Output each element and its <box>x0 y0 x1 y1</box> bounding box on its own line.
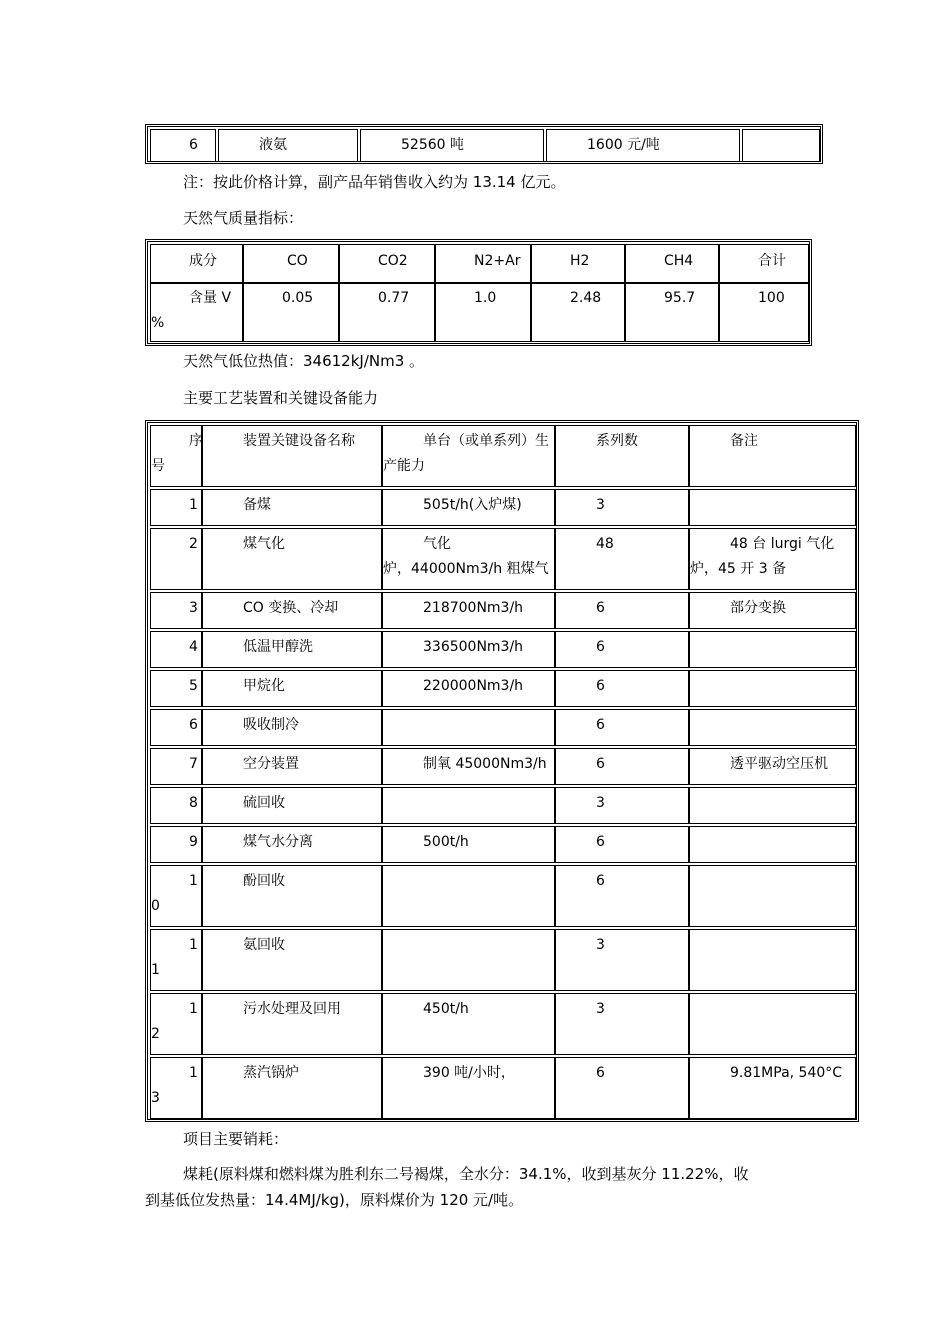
byproduct-amount: 52560 吨 <box>401 137 464 153</box>
gas-value-ch4: 95.7 <box>664 290 696 306</box>
equip-cell-name <box>202 489 382 526</box>
equip-row-no: 1 <box>189 873 198 889</box>
equip-row-no: 3 <box>189 600 198 616</box>
gas-value-cell <box>625 283 719 342</box>
equip-row-no-2: 3 <box>151 1090 160 1106</box>
equip-row-no: 6 <box>189 717 198 733</box>
gas-header-component: 成分 <box>189 253 217 269</box>
equip-row-no: 1 <box>189 497 198 513</box>
equip-cell-remark <box>689 865 856 927</box>
gas-value-total: 100 <box>758 290 785 306</box>
equip-cell-no <box>150 592 202 629</box>
equip-row-no: 9 <box>189 834 198 850</box>
equip-row-series: 6 <box>596 834 605 850</box>
equip-row-name: 甲烷化 <box>243 678 285 694</box>
gas-header-co2: CO2 <box>378 253 408 269</box>
equip-cell-name <box>202 748 382 785</box>
equip-cell-remark <box>689 1057 856 1119</box>
equip-cell-name <box>202 528 382 590</box>
equip-cell-name <box>202 993 382 1055</box>
equip-cell-name <box>202 865 382 927</box>
equip-cell-name <box>202 709 382 746</box>
coal-text-line-1: 煤耗(原料煤和燃料煤为胜利东二号褐煤，全水分：34.1%，收到基灰分 11.22%，收 <box>183 1165 749 1183</box>
byproduct-cell-price <box>546 129 740 162</box>
equip-row-remark: 9.81MPa, 540°C <box>730 1065 843 1081</box>
gas-value-co2: 0.77 <box>378 290 410 306</box>
coal-text-line-2: 到基低位发热量：14.4MJ/kg)，原料煤价为 120 元/吨。 <box>145 1191 524 1209</box>
equip-cell-name <box>202 826 382 863</box>
note-text: 注：按此价格计算，副产品年销售收入约为 13.14 亿元。 <box>183 173 566 191</box>
equip-row-series: 6 <box>596 717 605 733</box>
equip-row-no: 4 <box>189 639 198 655</box>
equip-header-cell <box>689 425 856 487</box>
equip-cell-cap <box>382 489 555 526</box>
equip-row-name: 煤气水分离 <box>243 834 313 850</box>
equip-row-series: 6 <box>596 756 605 772</box>
equip-row-capacity: 制氧 45000Nm3/h <box>423 756 547 772</box>
equip-cell-series <box>555 865 689 927</box>
gas-header-cell <box>150 244 243 283</box>
equip-row-series: 3 <box>596 1001 605 1017</box>
equip-cell-series <box>555 993 689 1055</box>
equip-cell-cap <box>382 826 555 863</box>
equip-row-name: 备煤 <box>243 497 271 513</box>
equip-cell-cap <box>382 865 555 927</box>
equip-row-capacity: 218700Nm3/h <box>423 600 524 616</box>
gas-quality-title: 天然气质量指标： <box>183 209 304 227</box>
equip-row-name: 氨回收 <box>243 937 285 953</box>
equip-header-capacity: 单台（或单系列）生 <box>423 433 549 449</box>
equipment-title: 主要工艺装置和关键设备能力 <box>183 389 379 407</box>
equip-row-capacity: 500t/h <box>423 834 469 850</box>
equip-row-no: 7 <box>189 756 198 772</box>
gas-quality-table <box>145 239 812 346</box>
equip-cell-series <box>555 631 689 668</box>
equip-row-name: 煤气化 <box>243 536 285 552</box>
equip-row-series: 48 <box>596 536 614 552</box>
equip-cell-cap <box>382 631 555 668</box>
equip-cell-no <box>150 709 202 746</box>
equip-cell-series <box>555 528 689 590</box>
equip-header-cell <box>150 425 202 487</box>
equip-cell-name <box>202 592 382 629</box>
equip-header-cell <box>382 425 555 487</box>
gas-value-cell <box>435 283 531 342</box>
gas-header-total: 合计 <box>758 253 786 269</box>
equip-cell-no <box>150 631 202 668</box>
equip-row-no: 1 <box>189 1001 198 1017</box>
equip-cell-remark <box>689 826 856 863</box>
equip-cell-remark <box>689 748 856 785</box>
equip-row-remark-2: 炉，45 开 3 备 <box>690 561 787 577</box>
equip-cell-cap <box>382 670 555 707</box>
equip-row-no: 5 <box>189 678 198 694</box>
equipment-table <box>145 420 859 1122</box>
byproduct-cell-name <box>218 129 358 162</box>
equip-row-capacity: 336500Nm3/h <box>423 639 524 655</box>
gas-value-cell <box>531 283 625 342</box>
gas-value-cell <box>150 283 243 342</box>
equip-cell-no <box>150 993 202 1055</box>
equip-row-name: 蒸汽锅炉 <box>243 1065 299 1081</box>
equip-row-name: 污水处理及回用 <box>243 1001 341 1017</box>
equip-cell-remark <box>689 631 856 668</box>
byproduct-cell-amount <box>360 129 544 162</box>
gas-header-h2: H2 <box>570 253 590 269</box>
byproduct-no: 6 <box>189 137 198 153</box>
equip-cell-remark <box>689 993 856 1055</box>
equip-cell-name <box>202 670 382 707</box>
equip-cell-name <box>202 1057 382 1119</box>
equip-header-capacity-2: 产能力 <box>383 458 425 474</box>
gas-value-cell <box>339 283 435 342</box>
gas-header-cell <box>339 244 435 283</box>
gas-row-label: 含量 V <box>189 290 232 306</box>
equip-cell-cap <box>382 787 555 824</box>
equip-cell-series <box>555 826 689 863</box>
equip-cell-cap <box>382 929 555 991</box>
equip-cell-no <box>150 528 202 590</box>
equip-cell-series <box>555 489 689 526</box>
gas-header-cell <box>531 244 625 283</box>
equip-cell-cap <box>382 709 555 746</box>
equip-row-remark: 部分变换 <box>730 600 786 616</box>
equip-cell-name <box>202 631 382 668</box>
equip-cell-remark <box>689 528 856 590</box>
equip-row-no: 1 <box>189 937 198 953</box>
equip-header-series: 系列数 <box>596 433 638 449</box>
equip-row-name: 吸收制冷 <box>243 717 299 733</box>
equip-row-series: 6 <box>596 1065 605 1081</box>
equip-header-name: 装置关键设备名称 <box>243 433 355 449</box>
equip-cell-no <box>150 670 202 707</box>
equip-cell-remark <box>689 929 856 991</box>
equip-cell-series <box>555 787 689 824</box>
equip-cell-cap <box>382 592 555 629</box>
equip-row-no-2: 1 <box>151 962 160 978</box>
gas-header-n2ar: N2+Ar <box>474 253 521 269</box>
byproduct-cell-no <box>150 129 216 162</box>
gas-value-cell <box>243 283 339 342</box>
equip-cell-series <box>555 670 689 707</box>
byproduct-cell-remark <box>742 129 820 162</box>
equip-cell-cap <box>382 993 555 1055</box>
equip-cell-series <box>555 592 689 629</box>
equip-cell-no <box>150 929 202 991</box>
gas-value-cell <box>719 283 809 342</box>
gas-header-cell <box>243 244 339 283</box>
equip-row-no: 1 <box>189 1065 198 1081</box>
equip-cell-no <box>150 748 202 785</box>
equip-row-name: 空分装置 <box>243 756 299 772</box>
byproduct-name: 液氨 <box>259 137 287 153</box>
equip-header-remark: 备注 <box>730 433 758 449</box>
equip-row-no: 8 <box>189 795 198 811</box>
equip-row-no: 2 <box>189 536 198 552</box>
equip-row-no-2: 0 <box>151 898 160 914</box>
gas-header-cell <box>625 244 719 283</box>
equip-cell-remark <box>689 489 856 526</box>
equip-row-series: 6 <box>596 678 605 694</box>
equip-header-cell <box>555 425 689 487</box>
equip-cell-series <box>555 748 689 785</box>
equip-header-no-2: 号 <box>151 458 165 474</box>
heat-value-text: 天然气低位热值：34612kJ/Nm3 。 <box>183 352 425 370</box>
gas-header-cell <box>435 244 531 283</box>
equip-row-capacity: 气化 <box>423 536 451 552</box>
equip-row-series: 6 <box>596 873 605 889</box>
equip-row-series: 6 <box>596 600 605 616</box>
gas-value-co: 0.05 <box>282 290 314 306</box>
equip-row-series: 3 <box>596 497 605 513</box>
equip-cell-no <box>150 826 202 863</box>
equip-row-series: 3 <box>596 937 605 953</box>
equip-cell-series <box>555 929 689 991</box>
consumption-title: 项目主要销耗： <box>183 1130 289 1148</box>
gas-header-cell <box>719 244 809 283</box>
equip-row-capacity: 220000Nm3/h <box>423 678 524 694</box>
equip-row-name: CO 变换、冷却 <box>243 600 339 616</box>
gas-header-ch4: CH4 <box>664 253 694 269</box>
equip-row-name: 低温甲醇洗 <box>243 639 313 655</box>
equip-cell-no <box>150 865 202 927</box>
gas-row-label-unit: % <box>151 315 165 331</box>
equip-cell-remark <box>689 670 856 707</box>
equip-cell-cap <box>382 1057 555 1119</box>
gas-header-co: CO <box>287 253 308 269</box>
byproduct-table <box>145 124 823 164</box>
equip-cell-series <box>555 709 689 746</box>
byproduct-price: 1600 元/吨 <box>587 137 660 153</box>
equip-row-series: 6 <box>596 639 605 655</box>
equip-row-name: 酚回收 <box>243 873 285 889</box>
equip-header-cell <box>202 425 382 487</box>
gas-value-n2ar: 1.0 <box>474 290 497 306</box>
equip-cell-no <box>150 1057 202 1119</box>
equip-cell-cap <box>382 528 555 590</box>
equip-cell-name <box>202 787 382 824</box>
equip-cell-remark <box>689 592 856 629</box>
equip-row-capacity: 505t/h(入炉煤) <box>423 497 522 513</box>
gas-value-h2: 2.48 <box>570 290 602 306</box>
equip-cell-no <box>150 489 202 526</box>
equip-cell-remark <box>689 709 856 746</box>
equip-row-series: 3 <box>596 795 605 811</box>
equip-cell-name <box>202 929 382 991</box>
equip-row-capacity: 450t/h <box>423 1001 469 1017</box>
equip-row-no-2: 2 <box>151 1026 160 1042</box>
equip-cell-remark <box>689 787 856 824</box>
equip-cell-series <box>555 1057 689 1119</box>
equip-row-capacity: 390 吨/小时， <box>423 1065 515 1081</box>
equip-row-name: 硫回收 <box>243 795 285 811</box>
equip-row-remark: 透平驱动空压机 <box>730 756 828 772</box>
equip-row-remark: 48 台 lurgi 气化 <box>730 536 835 552</box>
equip-cell-cap <box>382 748 555 785</box>
equip-row-capacity-2: 炉，44000Nm3/h 粗煤气 <box>383 561 549 577</box>
equip-cell-no <box>150 787 202 824</box>
equip-header-no: 序 <box>189 433 203 449</box>
